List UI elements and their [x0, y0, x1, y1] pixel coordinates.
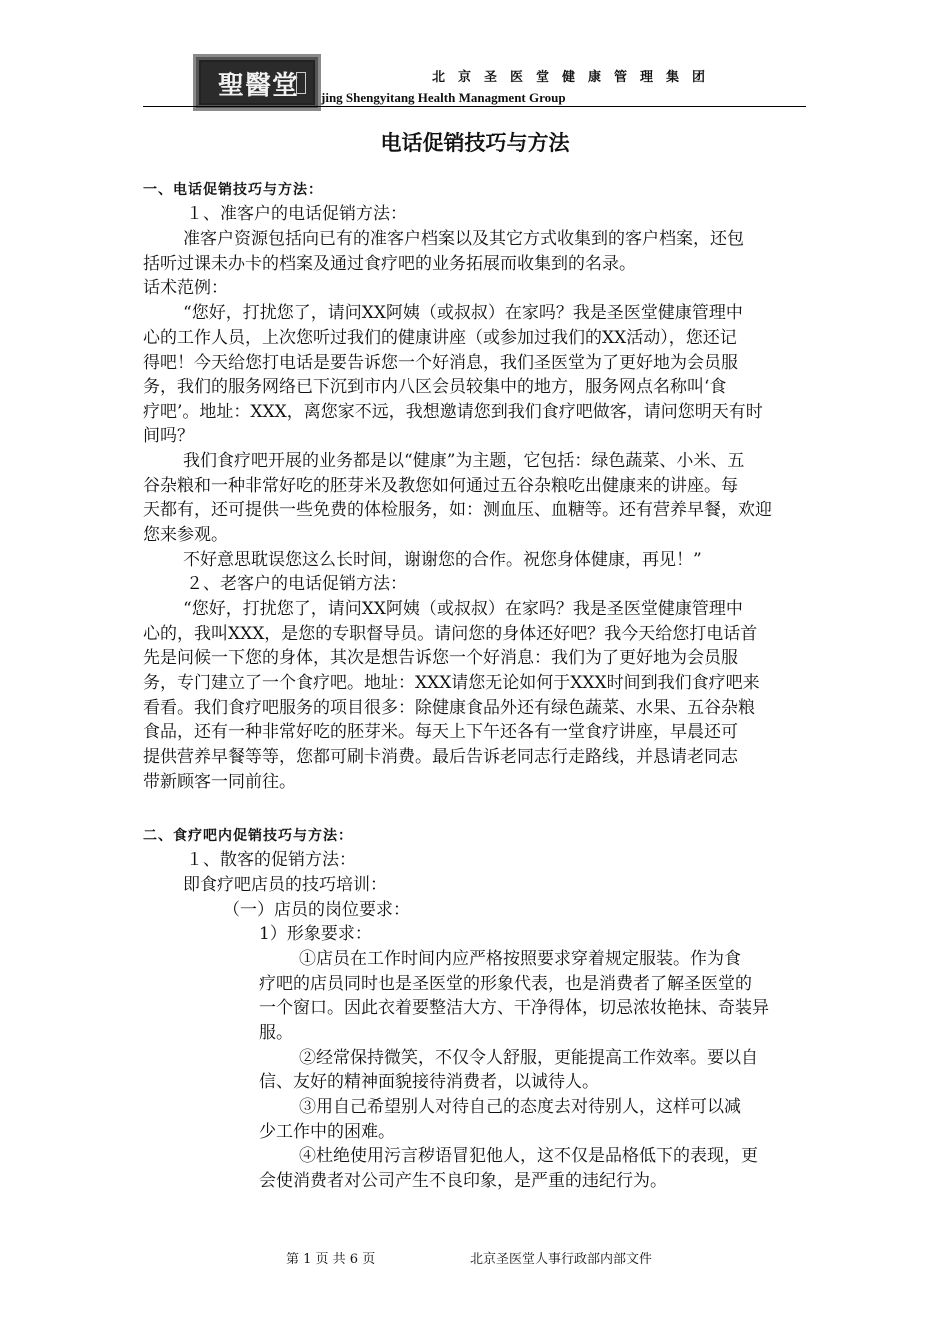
- paragraph-line: 先是问候一下您的身体，其次是想告诉您一个好消息：我们为了更好地为会员服: [143, 648, 738, 668]
- paragraph-line: 不好意思耽误您这么长时间，谢谢您的合作。祝您身体健康，再见！”: [183, 550, 702, 570]
- paragraph-line: 天都有，还可提供一些免费的体检服务，如：测血压、血糖等。还有营养早餐，欢迎: [143, 500, 772, 520]
- logo-seal-mark: [296, 72, 306, 94]
- paragraph-line: 务，我们的服务网络已下沉到市内八区会员较集中的地方，服务网点名称叫‘食: [143, 377, 727, 397]
- paragraph-line: 我们食疗吧开展的业务都是以“健康”为主题，它包括：绿色蔬菜、小米、五: [183, 451, 745, 471]
- paragraph-line: 话术范例：: [143, 278, 228, 298]
- paragraph-line: 信、友好的精神面貌接待消费者，以诚待人。: [259, 1072, 599, 1092]
- subsection-heading: 1）形象要求：: [259, 924, 372, 944]
- paragraph-line: 疗吧的店员同时也是圣医堂的形象代表，也是消费者了解圣医堂的: [259, 974, 752, 994]
- document-title: 电话促销技巧与方法: [380, 131, 570, 155]
- section-heading: 一、电话促销技巧与方法：: [143, 182, 323, 198]
- paragraph-line: 提供营养早餐等等，您都可刷卡消费。最后告诉老同志行走路线，并恳请老同志: [143, 747, 738, 767]
- paragraph-line: 看看。我们食疗吧服务的项目很多：除健康食品外还有绿色蔬菜、水果、五谷杂粮: [143, 698, 755, 718]
- paragraph-line: 谷杂粮和一种非常好吃的胚芽米及教您如何通过五谷杂粮吃出健康来的讲座。每: [143, 476, 738, 496]
- company-name-en: jing Shengyitang Health Managment Group: [321, 90, 566, 105]
- paragraph-line: 带新顾客一同前往。: [143, 772, 296, 792]
- paragraph-line: 心的工作人员，上次您听过我们的健康讲座（或参加过我们的XX活动），您还记: [143, 328, 737, 348]
- section-heading: 二、食疗吧内促销技巧与方法：: [143, 828, 353, 844]
- paragraph-line: 您来参观。: [143, 525, 228, 545]
- subsection-heading: １、散客的促销方法：: [186, 850, 356, 870]
- paragraph-line: 服。: [259, 1023, 293, 1043]
- paragraph-line: ③用自己希望别人对待自己的态度去对待别人，这样可以减: [299, 1097, 741, 1117]
- page-number: 第 1 页 共 6 页: [286, 1252, 376, 1267]
- paragraph-line: 疗吧’。地址：XXX，离您家不远，我想邀请您到我们食疗吧做客，请问您明天有时: [143, 402, 763, 422]
- subsection-heading: １、准客户的电话促销方法：: [186, 204, 407, 224]
- header-divider: [143, 106, 806, 107]
- logo-text: 聖醫堂: [218, 71, 300, 101]
- footer-note: 北京圣医堂人事行政部内部文件: [470, 1252, 653, 1267]
- paragraph-line: 一个窗口。因此衣着要整洁大方、干净得体，切忌浓妆艳抹、奇装异: [259, 998, 769, 1018]
- subsection-heading: ２、老客户的电话促销方法：: [186, 574, 407, 594]
- paragraph-line: 务，专门建立了一个食疗吧。地址：XXX请您无论如何于XXX时间到我们食疗吧来: [143, 673, 760, 693]
- paragraph-line: 食品，还有一种非常好吃的胚芽米。每天上下午还各有一堂食疗讲座，早晨还可: [143, 722, 738, 742]
- paragraph-line: ②经常保持微笑，不仅令人舒服，更能提高工作效率。要以自: [299, 1048, 758, 1068]
- paragraph-line: 括听过课未办卡的档案及通过食疗吧的业务拓展而收集到的名录。: [143, 254, 636, 274]
- paragraph-line: “您好，打扰您了，请问XX阿姨（或叔叔）在家吗？我是圣医堂健康管理中: [183, 599, 743, 619]
- company-name-cn: 北京圣医堂健康管理集团: [432, 70, 719, 85]
- paragraph-line: 少工作中的困难。: [259, 1122, 395, 1142]
- paragraph-line: 会使消费者对公司产生不良印象，是严重的违纪行为。: [259, 1171, 667, 1191]
- paragraph-line: “您好，打扰您了，请问XX阿姨（或叔叔）在家吗？我是圣医堂健康管理中: [183, 303, 743, 323]
- company-logo: [193, 54, 321, 111]
- paragraph-line: 准客户资源包括向已有的准客户档案以及其它方式收集到的客户档案，还包: [183, 229, 744, 249]
- subsection-heading: （一）店员的岗位要求：: [223, 900, 410, 920]
- paragraph-line: 心的，我叫XXX，是您的专职督导员。请问您的身体还好吧？我今天给您打电话首: [143, 624, 758, 644]
- paragraph-line: 间吗？: [143, 426, 194, 446]
- paragraph-line: ④杜绝使用污言秽语冒犯他人，这不仅是品格低下的表现，更: [299, 1146, 758, 1166]
- paragraph-line: ①店员在工作时间内应严格按照要求穿着规定服装。作为食: [299, 949, 741, 969]
- paragraph-line: 得吧！今天给您打电话是要告诉您一个好消息，我们圣医堂为了更好地为会员服: [143, 353, 738, 373]
- paragraph-line: 即食疗吧店员的技巧培训：: [183, 875, 387, 895]
